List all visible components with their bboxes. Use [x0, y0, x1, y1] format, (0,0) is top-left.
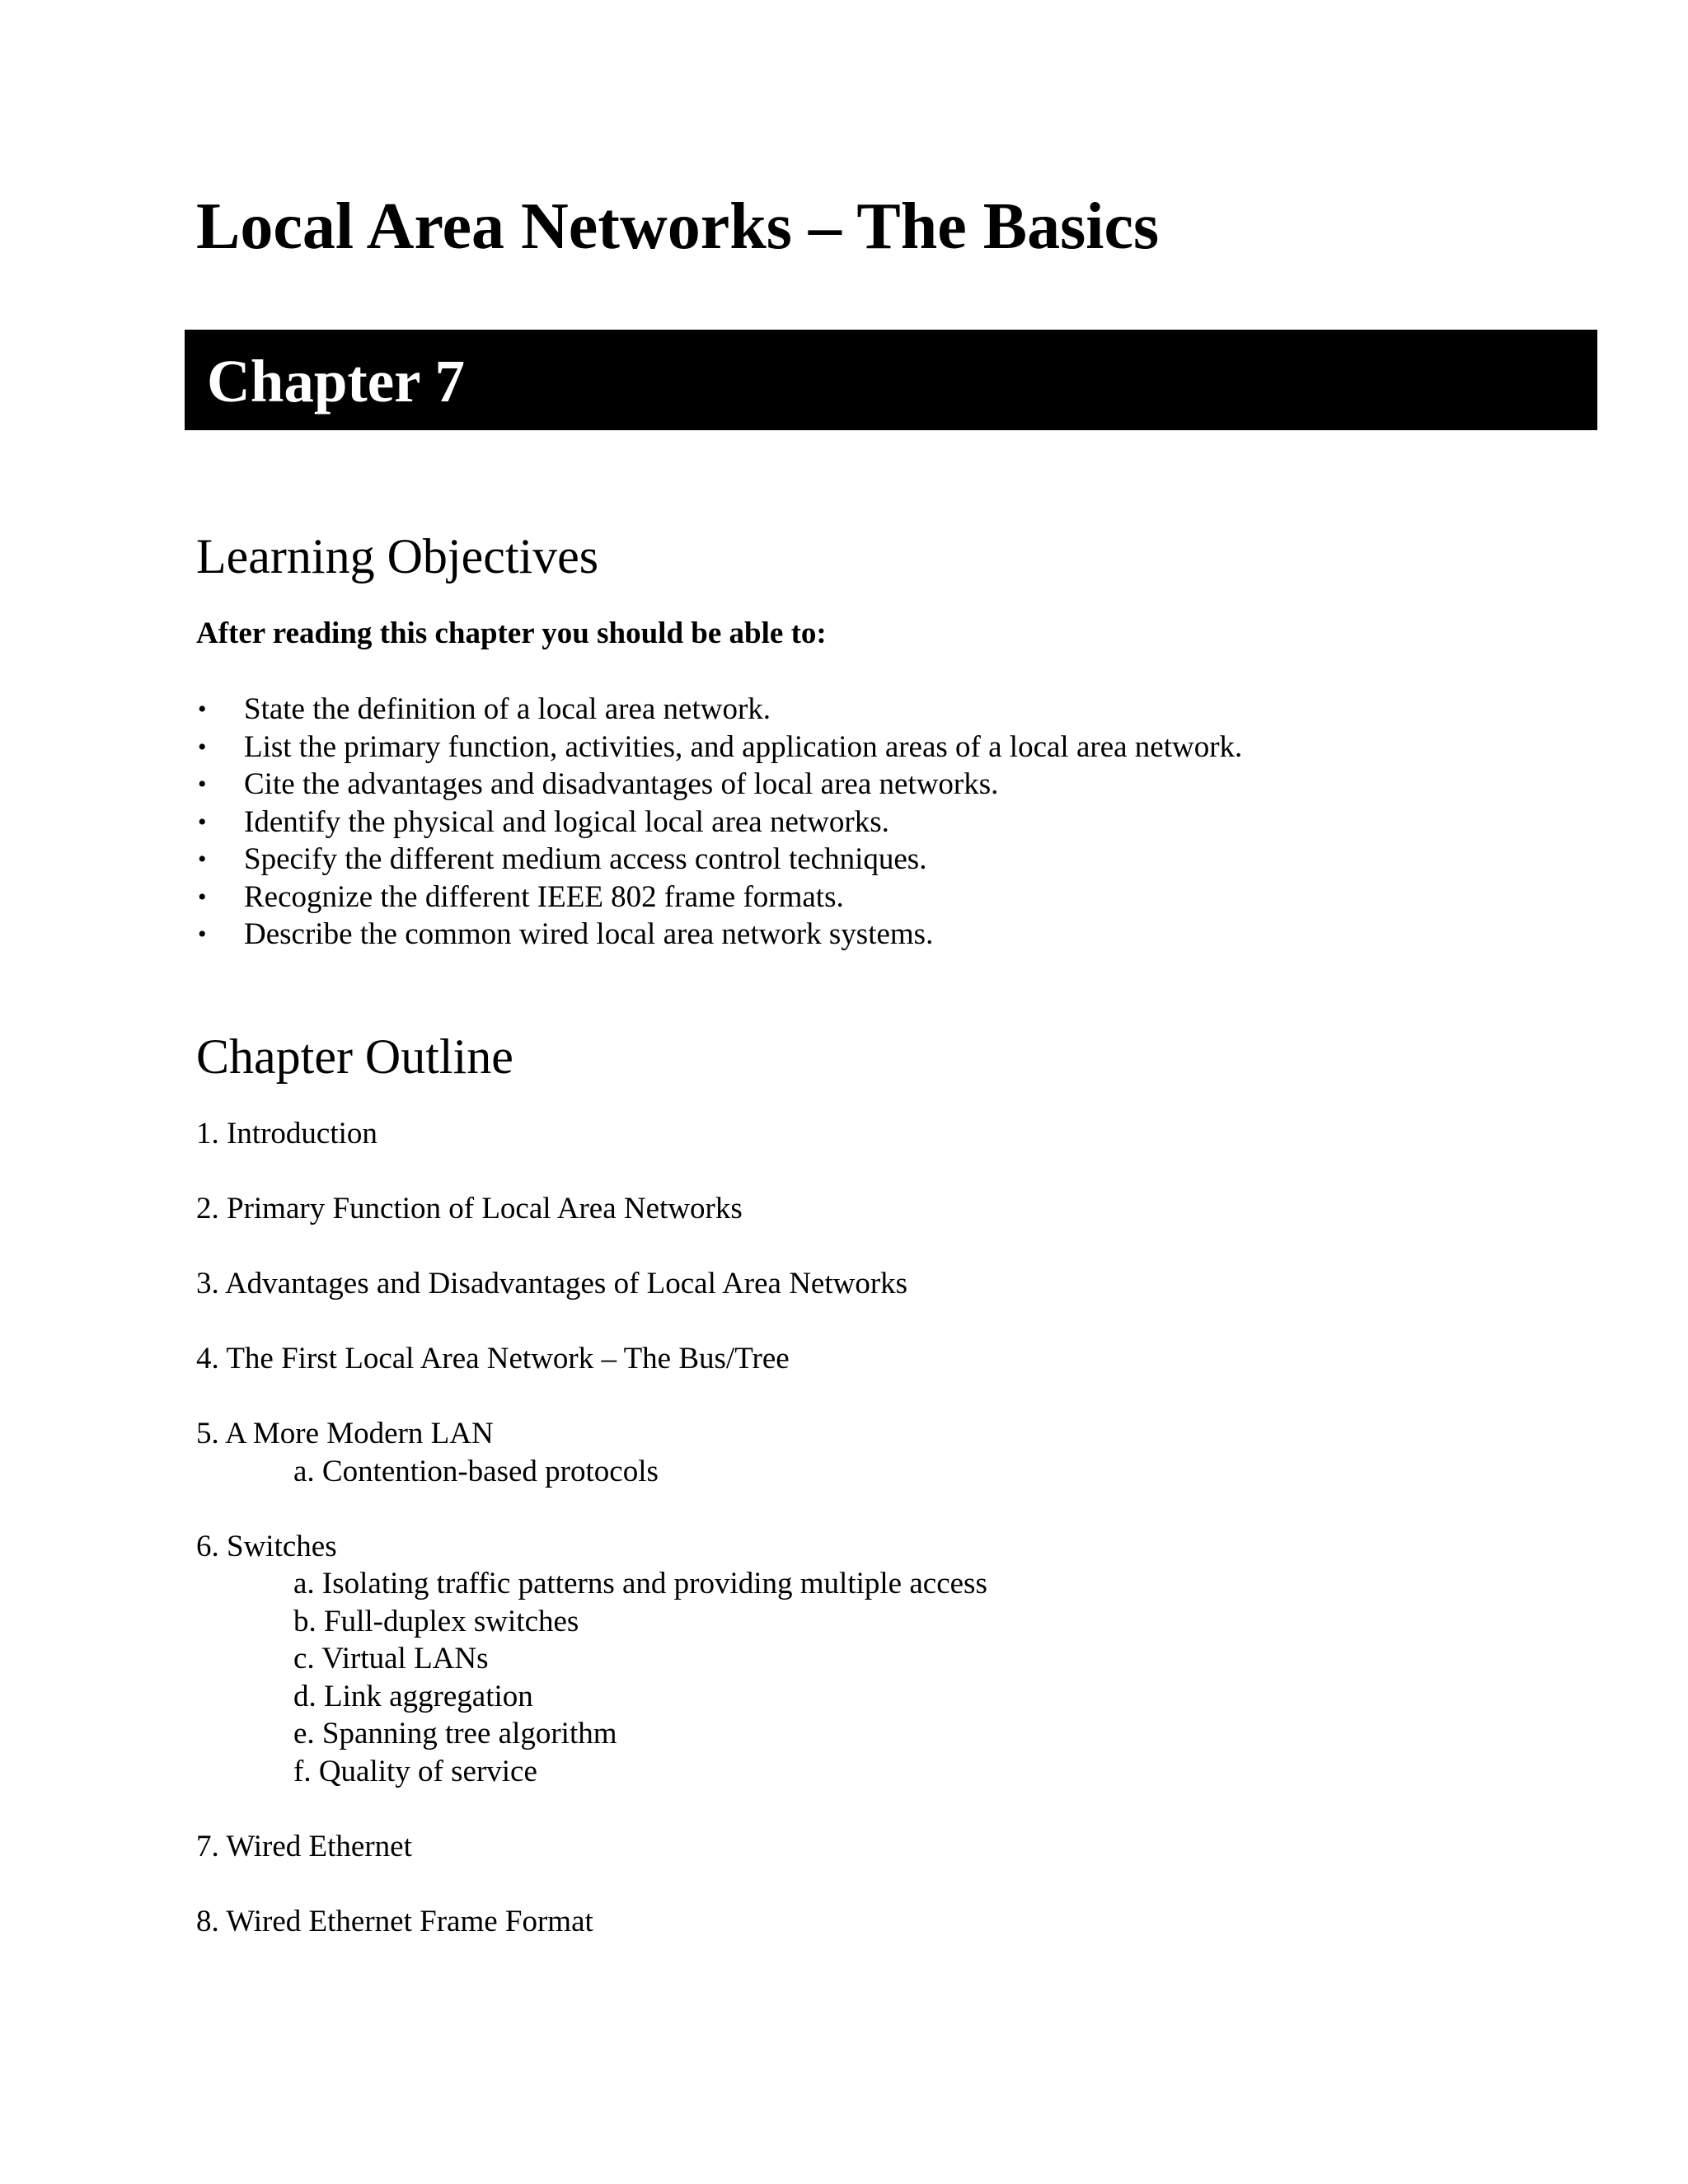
outline-item-label: 2. Primary Function of Local Area Networks — [196, 1192, 743, 1226]
outline-item-first-lan — [196, 1340, 987, 1378]
bullet-icon: • — [198, 771, 207, 798]
outline-item-label: 6. Switches — [196, 1529, 337, 1563]
outline-subitem: a. Contention-based protocols — [293, 1454, 659, 1488]
outline-item-switches — [196, 1528, 987, 1791]
objective-text: Cite the advantages and disadvantages of local area networks. — [244, 767, 999, 801]
outline-item-frame-format — [196, 1903, 987, 1941]
outline-item-label: 4. The First Local Area Network – The Bus/Tree — [196, 1342, 790, 1376]
objective-item — [196, 916, 1242, 954]
objective-item — [196, 804, 1242, 841]
outline-item-advantages — [196, 1265, 987, 1303]
objective-text: Describe the common wired local area network systems. — [244, 917, 934, 951]
objective-item — [196, 766, 1242, 804]
outline-item-label: 1. Introduction — [196, 1117, 377, 1151]
bullet-icon: • — [198, 883, 207, 911]
bullet-icon: • — [198, 808, 207, 836]
outline-subitem: d. Link aggregation — [293, 1679, 533, 1713]
outline-subitem: e. Spanning tree algorithm — [293, 1717, 617, 1750]
objective-text: State the definition of a local area network. — [244, 692, 771, 726]
bullet-icon: • — [198, 733, 207, 761]
outline-item-label: 7. Wired Ethernet — [196, 1829, 412, 1863]
bullet-icon: • — [198, 846, 207, 873]
chapter-outline-heading: Chapter Outline — [196, 1029, 513, 1084]
objective-item — [196, 879, 1242, 916]
objectives-intro: After reading this chapter you should be able to: — [196, 616, 827, 650]
outline-subitem: c. Virtual LANs — [293, 1642, 489, 1675]
objective-text: Identify the physical and logical local area networks. — [244, 804, 889, 839]
outline-item-wired-ethernet — [196, 1828, 987, 1866]
outline-item-modern-lan — [196, 1415, 987, 1490]
chapter-label: Chapter 7 — [207, 348, 465, 415]
chapter-outline-list — [196, 1115, 987, 1978]
outline-subitem: a. Isolating traffic patterns and providing multiple access — [293, 1567, 987, 1601]
objective-text: Recognize the different IEEE 802 frame formats. — [244, 879, 844, 914]
objective-item — [196, 691, 1242, 729]
outline-item-label: 3. Advantages and Disadvantages of Local Area Networks — [196, 1267, 908, 1301]
bullet-icon: • — [198, 921, 207, 948]
objective-text: Specify the different medium access control techniques. — [244, 842, 927, 876]
outline-item-introduction — [196, 1115, 987, 1153]
outline-subitem: b. Full-duplex switches — [293, 1604, 579, 1638]
outline-item-label: 8. Wired Ethernet Frame Format — [196, 1904, 593, 1938]
objective-item — [196, 729, 1242, 766]
objectives-list — [196, 691, 1242, 954]
page-title: Local Area Networks – The Basics — [196, 190, 1160, 263]
outline-sublist — [196, 1453, 987, 1491]
outline-subitem: f. Quality of service — [293, 1754, 537, 1788]
chapter-banner — [185, 330, 1597, 430]
learning-objectives-heading: Learning Objectives — [196, 529, 599, 583]
objective-item — [196, 841, 1242, 879]
outline-item-label: 5. A More Modern LAN — [196, 1417, 494, 1451]
bullet-icon: • — [198, 696, 207, 723]
objective-text: List the primary function, activities, and application areas of a local area network. — [244, 729, 1243, 764]
outline-sublist — [196, 1565, 987, 1790]
outline-item-primary-function — [196, 1190, 987, 1228]
